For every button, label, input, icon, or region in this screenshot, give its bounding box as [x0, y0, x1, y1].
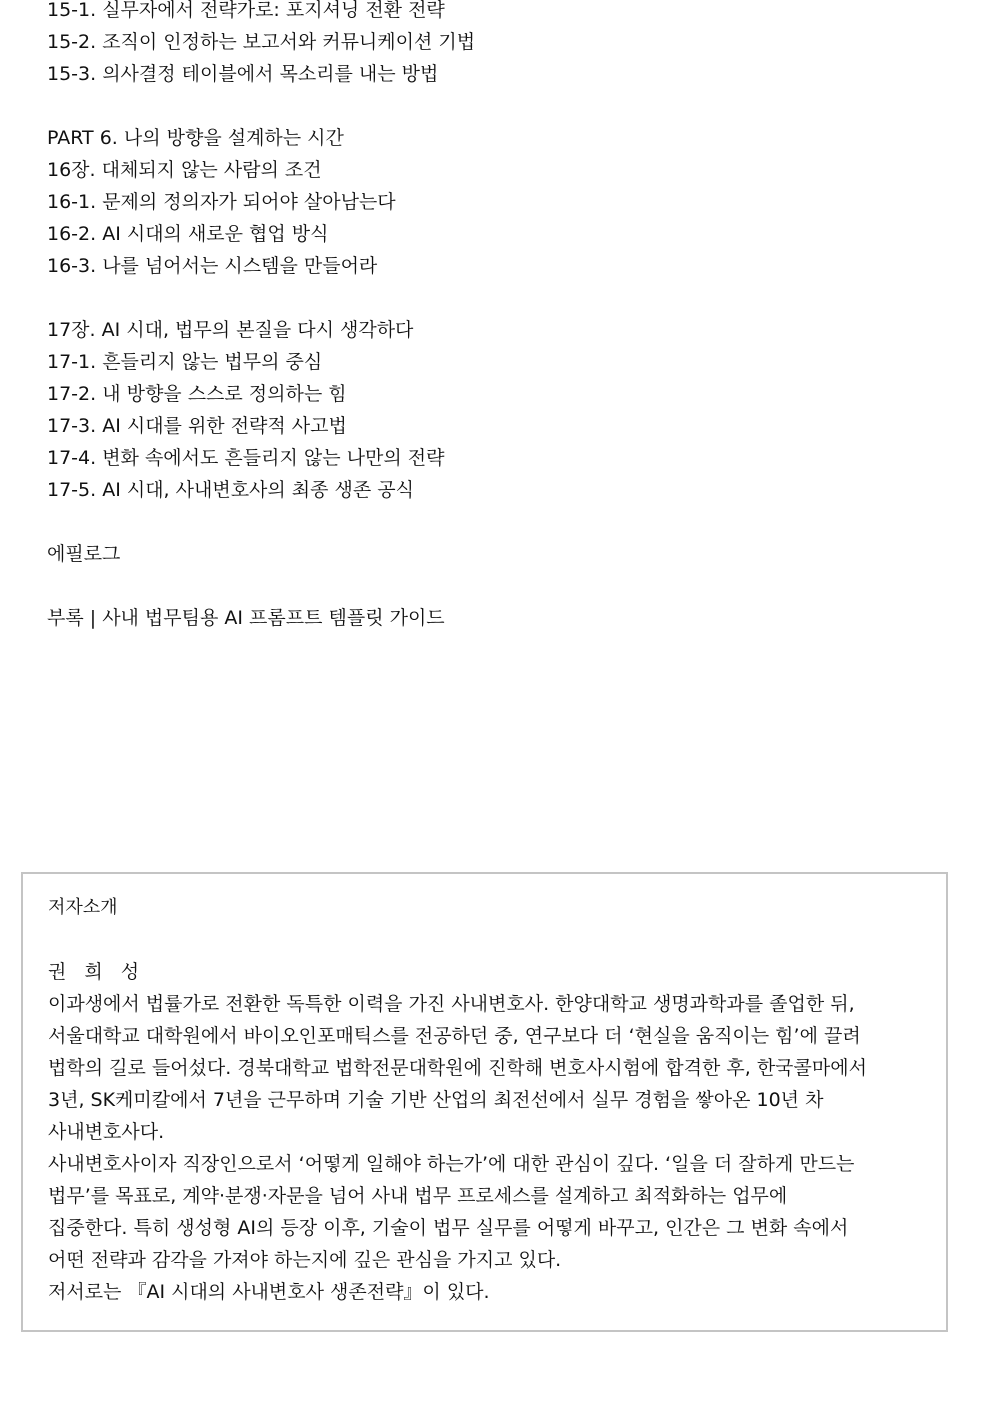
author-name: 권 희 성	[48, 961, 146, 983]
author-bio-line: 법학의 길로 들어섰다. 경북대학교 법학전문대학원에 진학해 변호사시험에 합격한 후, 한국콜마에서	[48, 1057, 867, 1079]
toc-spacer	[47, 282, 947, 314]
author-intro-box	[21, 872, 948, 1332]
author-bio-line: 3년, SK케미칼에서 7년을 근무하며 기술 기반 산업의 최전선에서 실무 경험을 쌓아온 10년 차	[48, 1089, 824, 1111]
toc-item: 17-2. 내 방향을 스스로 정의하는 힘	[47, 383, 347, 405]
toc-spacer	[47, 570, 947, 602]
toc-item: 17-1. 흔들리지 않는 법무의 중심	[47, 351, 323, 373]
toc-item: 16-3. 나를 넘어서는 시스템을 만들어라	[47, 255, 378, 277]
toc-item: 15-3. 의사결정 테이블에서 목소리를 내는 방법	[47, 63, 439, 85]
author-bio-line: 이과생에서 법률가로 전환한 독특한 이력을 가진 사내변호사. 한양대학교 생명과학과를 졸업한 뒤,	[48, 993, 855, 1015]
author-intro-heading: 저자소개	[48, 897, 118, 918]
author-bio-line: 사내변호사다.	[48, 1121, 165, 1143]
toc-part-title: PART 6. 나의 방향을 설계하는 시간	[47, 127, 344, 149]
toc-item: 17-5. AI 시대, 사내변호사의 최종 생존 공식	[47, 479, 414, 501]
author-bio-line: 집중한다. 특히 생성형 AI의 등장 이후, 기술이 법무 실무를 어떻게 바꾸고, 인간은 그 변화 속에서	[48, 1217, 849, 1239]
toc-item: 15-1. 실무자에서 전략가로: 포지셔닝 전환 전략	[47, 0, 445, 21]
toc-chapter-title: 16장. 대체되지 않는 사람의 조건	[47, 159, 322, 181]
toc-epilogue: 에필로그	[47, 543, 121, 565]
toc-chapter-title: 17장. AI 시대, 법무의 본질을 다시 생각하다	[47, 319, 414, 341]
toc-spacer	[47, 506, 947, 538]
toc-item: 15-2. 조직이 인정하는 보고서와 커뮤니케이션 기법	[47, 31, 476, 53]
author-spacer	[48, 924, 943, 956]
author-bio-line: 사내변호사이자 직장인으로서 ‘어떻게 일해야 하는가’에 대한 관심이 깊다. ‘일을 더 잘하게 만드는	[48, 1153, 855, 1175]
toc-item: 16-2. AI 시대의 새로운 협업 방식	[47, 223, 329, 245]
author-bio-line: 법무’를 목표로, 계약·분쟁·자문을 넘어 사내 법무 프로세스를 설계하고 최적화하는 업무에	[48, 1185, 788, 1207]
toc-item: 17-3. AI 시대를 위한 전략적 사고법	[47, 415, 347, 437]
toc-item: 16-1. 문제의 정의자가 되어야 살아남는다	[47, 191, 396, 213]
author-publication: 저서로는 『AI 시대의 사내변호사 생존전략』이 있다.	[48, 1281, 490, 1303]
toc-spacer	[47, 90, 947, 122]
toc-item: 17-4. 변화 속에서도 흔들리지 않는 나만의 전략	[47, 447, 445, 469]
author-bio-line: 어떤 전략과 감각을 가져야 하는지에 깊은 관심을 가지고 있다.	[48, 1249, 562, 1271]
author-bio-line: 서울대학교 대학원에서 바이오인포매틱스를 전공하던 중, 연구보다 더 ‘현실을 움직이는 힘’에 끌려	[48, 1025, 861, 1047]
table-of-contents	[47, 0, 947, 634]
author-intro-content	[48, 892, 943, 1308]
toc-appendix: 부록 | 사내 법무팀용 AI 프롬프트 템플릿 가이드	[47, 607, 445, 629]
